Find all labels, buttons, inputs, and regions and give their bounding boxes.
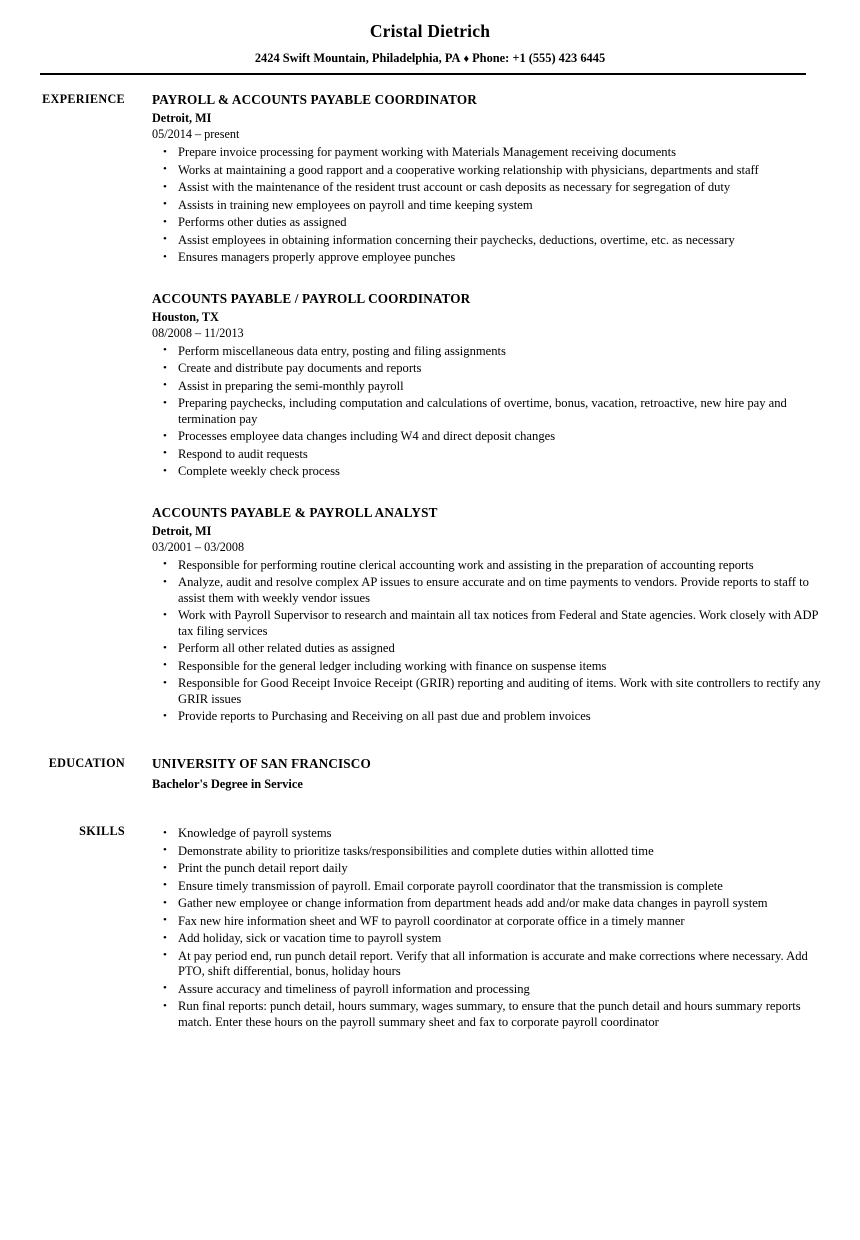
list-item: • Responsible for Good Receipt Invoice Receipt (GRIR) reporting and auditing of items. Work with site controllers to rectify any GRIR issues: [152, 676, 835, 707]
list-item: • Processes employee data changes including W4 and direct deposit changes: [152, 429, 835, 444]
candidate-name: Cristal Dietrich: [369, 21, 491, 41]
job-dates: 05/2014 – present: [152, 127, 240, 142]
list-item: • Analyze, audit and resolve complex AP issues to ensure accurate and on time payments to vendors. Provide reports to staff to assist them with weekly vendor issues: [152, 575, 835, 606]
diamond-separator-icon: ♦: [463, 53, 470, 66]
job-title: ACCOUNTS PAYABLE / PAYROLL COORDINATOR: [152, 290, 471, 306]
list-item: • Responsible for performing routine clerical accounting work and assisting in the preparation of accounting reports: [152, 558, 835, 573]
list-item: • Provide reports to Purchasing and Receiving on all past due and problem invoices: [152, 709, 835, 724]
job-location: Detroit, MI: [152, 111, 212, 126]
job-dates: 03/2001 – 03/2008: [152, 539, 245, 554]
list-item: • Work with Payroll Supervisor to research and maintain all tax notices from Federal and State agencies. Work closely with ADP tax filing services: [152, 608, 835, 639]
list-item: • Ensure timely transmission of payroll. Email corporate payroll coordinator that the transmission is complete: [152, 879, 835, 894]
experience-entries: [125, 92, 835, 725]
job-title: PAYROLL & ACCOUNTS PAYABLE COORDINATOR: [152, 91, 477, 107]
list-item: • Perform all other related duties as assigned: [152, 641, 835, 656]
experience-entry: [152, 92, 835, 266]
section-label-education: EDUCATION: [48, 755, 125, 770]
job-location: Detroit, MI: [152, 524, 212, 539]
contact-address: 2424 Swift Mountain, Philadelphia, PA: [254, 51, 461, 66]
list-item: • Fax new hire information sheet and WF to payroll coordinator at corporate office in a timely manner: [152, 914, 835, 929]
contact-line: [0, 52, 860, 66]
skills-section: [0, 824, 860, 1030]
list-item: • Responsible for the general ledger including working with finance on suspense items: [152, 659, 835, 674]
list-item: • Assure accuracy and timeliness of payroll information and processing: [152, 982, 835, 997]
list-item: • Works at maintaining a good rapport and a cooperative working relationship with physicians, departments and staff: [152, 163, 835, 178]
skills-bullet-list: [152, 826, 835, 1030]
section-label-skills: SKILLS: [79, 824, 125, 839]
education-entry: [152, 756, 835, 793]
job-bullet-list: [152, 145, 835, 265]
list-item: • Assist employees in obtaining information concerning their paychecks, deductions, overtime, etc. as necessary: [152, 233, 835, 248]
list-item: • Performs other duties as assigned: [152, 215, 835, 230]
list-item: • Demonstrate ability to prioritize tasks/responsibilities and complete duties within allotted time: [152, 844, 835, 859]
list-item: • Run final reports: punch detail, hours summary, wages summary, to ensure that the punch detail and hours summary reports match. Enter these hours on the payroll summary sheet and fax to corporate payroll coordinator: [152, 999, 835, 1030]
job-dates: 08/2008 – 11/2013: [152, 325, 244, 340]
list-item: • Preparing paychecks, including computation and calculations of overtime, bonus, vacation, retroactive, new hire pay and termination pay: [152, 396, 835, 427]
list-item: • Ensures managers properly approve employee punches: [152, 250, 835, 265]
education-school: UNIVERSITY OF SAN FRANCISCO: [152, 755, 371, 771]
job-bullet-list: [152, 344, 835, 480]
job-location: Houston, TX: [152, 310, 219, 324]
list-item: • Complete weekly check process: [152, 464, 835, 479]
education-entries: [125, 756, 835, 793]
header-divider: [40, 73, 806, 75]
section-label-experience: EXPERIENCE: [42, 91, 125, 106]
list-item: • Add holiday, sick or vacation time to payroll system: [152, 931, 835, 946]
list-item: • Gather new employee or change information from department heads add and/or make data changes in payroll system: [152, 896, 835, 911]
list-item: • Respond to audit requests: [152, 447, 835, 462]
list-item: • Print the punch detail report daily: [152, 861, 835, 876]
list-item: • Knowledge of payroll systems: [152, 826, 835, 841]
list-item: • Perform miscellaneous data entry, posting and filing assignments: [152, 344, 835, 359]
list-item: • Assist with the maintenance of the resident trust account or cash deposits as necessary for segregation of duty: [152, 180, 835, 195]
list-item: • Create and distribute pay documents and reports: [152, 361, 835, 376]
list-item: • Prepare invoice processing for payment working with Materials Management receiving documents: [152, 145, 835, 160]
experience-section: [0, 92, 860, 725]
job-bullet-list: [152, 558, 835, 725]
resume-header: [0, 0, 860, 75]
contact-phone: Phone: +1 (555) 423 6445: [472, 51, 606, 66]
list-item: • Assist in preparing the semi-monthly payroll: [152, 379, 835, 394]
education-section: [0, 756, 860, 793]
education-degree: Bachelor's Degree in Service: [152, 777, 303, 792]
experience-entry: [152, 505, 835, 725]
list-item: • Assists in training new employees on payroll and time keeping system: [152, 198, 835, 213]
experience-entry: [152, 291, 835, 480]
job-title: ACCOUNTS PAYABLE & PAYROLL ANALYST: [152, 504, 438, 520]
skills-entries: [125, 824, 835, 1030]
list-item: • At pay period end, run punch detail report. Verify that all information is accurate and make corrections where necessary. Add PTO, shift differential, bonus, holiday hours: [152, 949, 835, 980]
